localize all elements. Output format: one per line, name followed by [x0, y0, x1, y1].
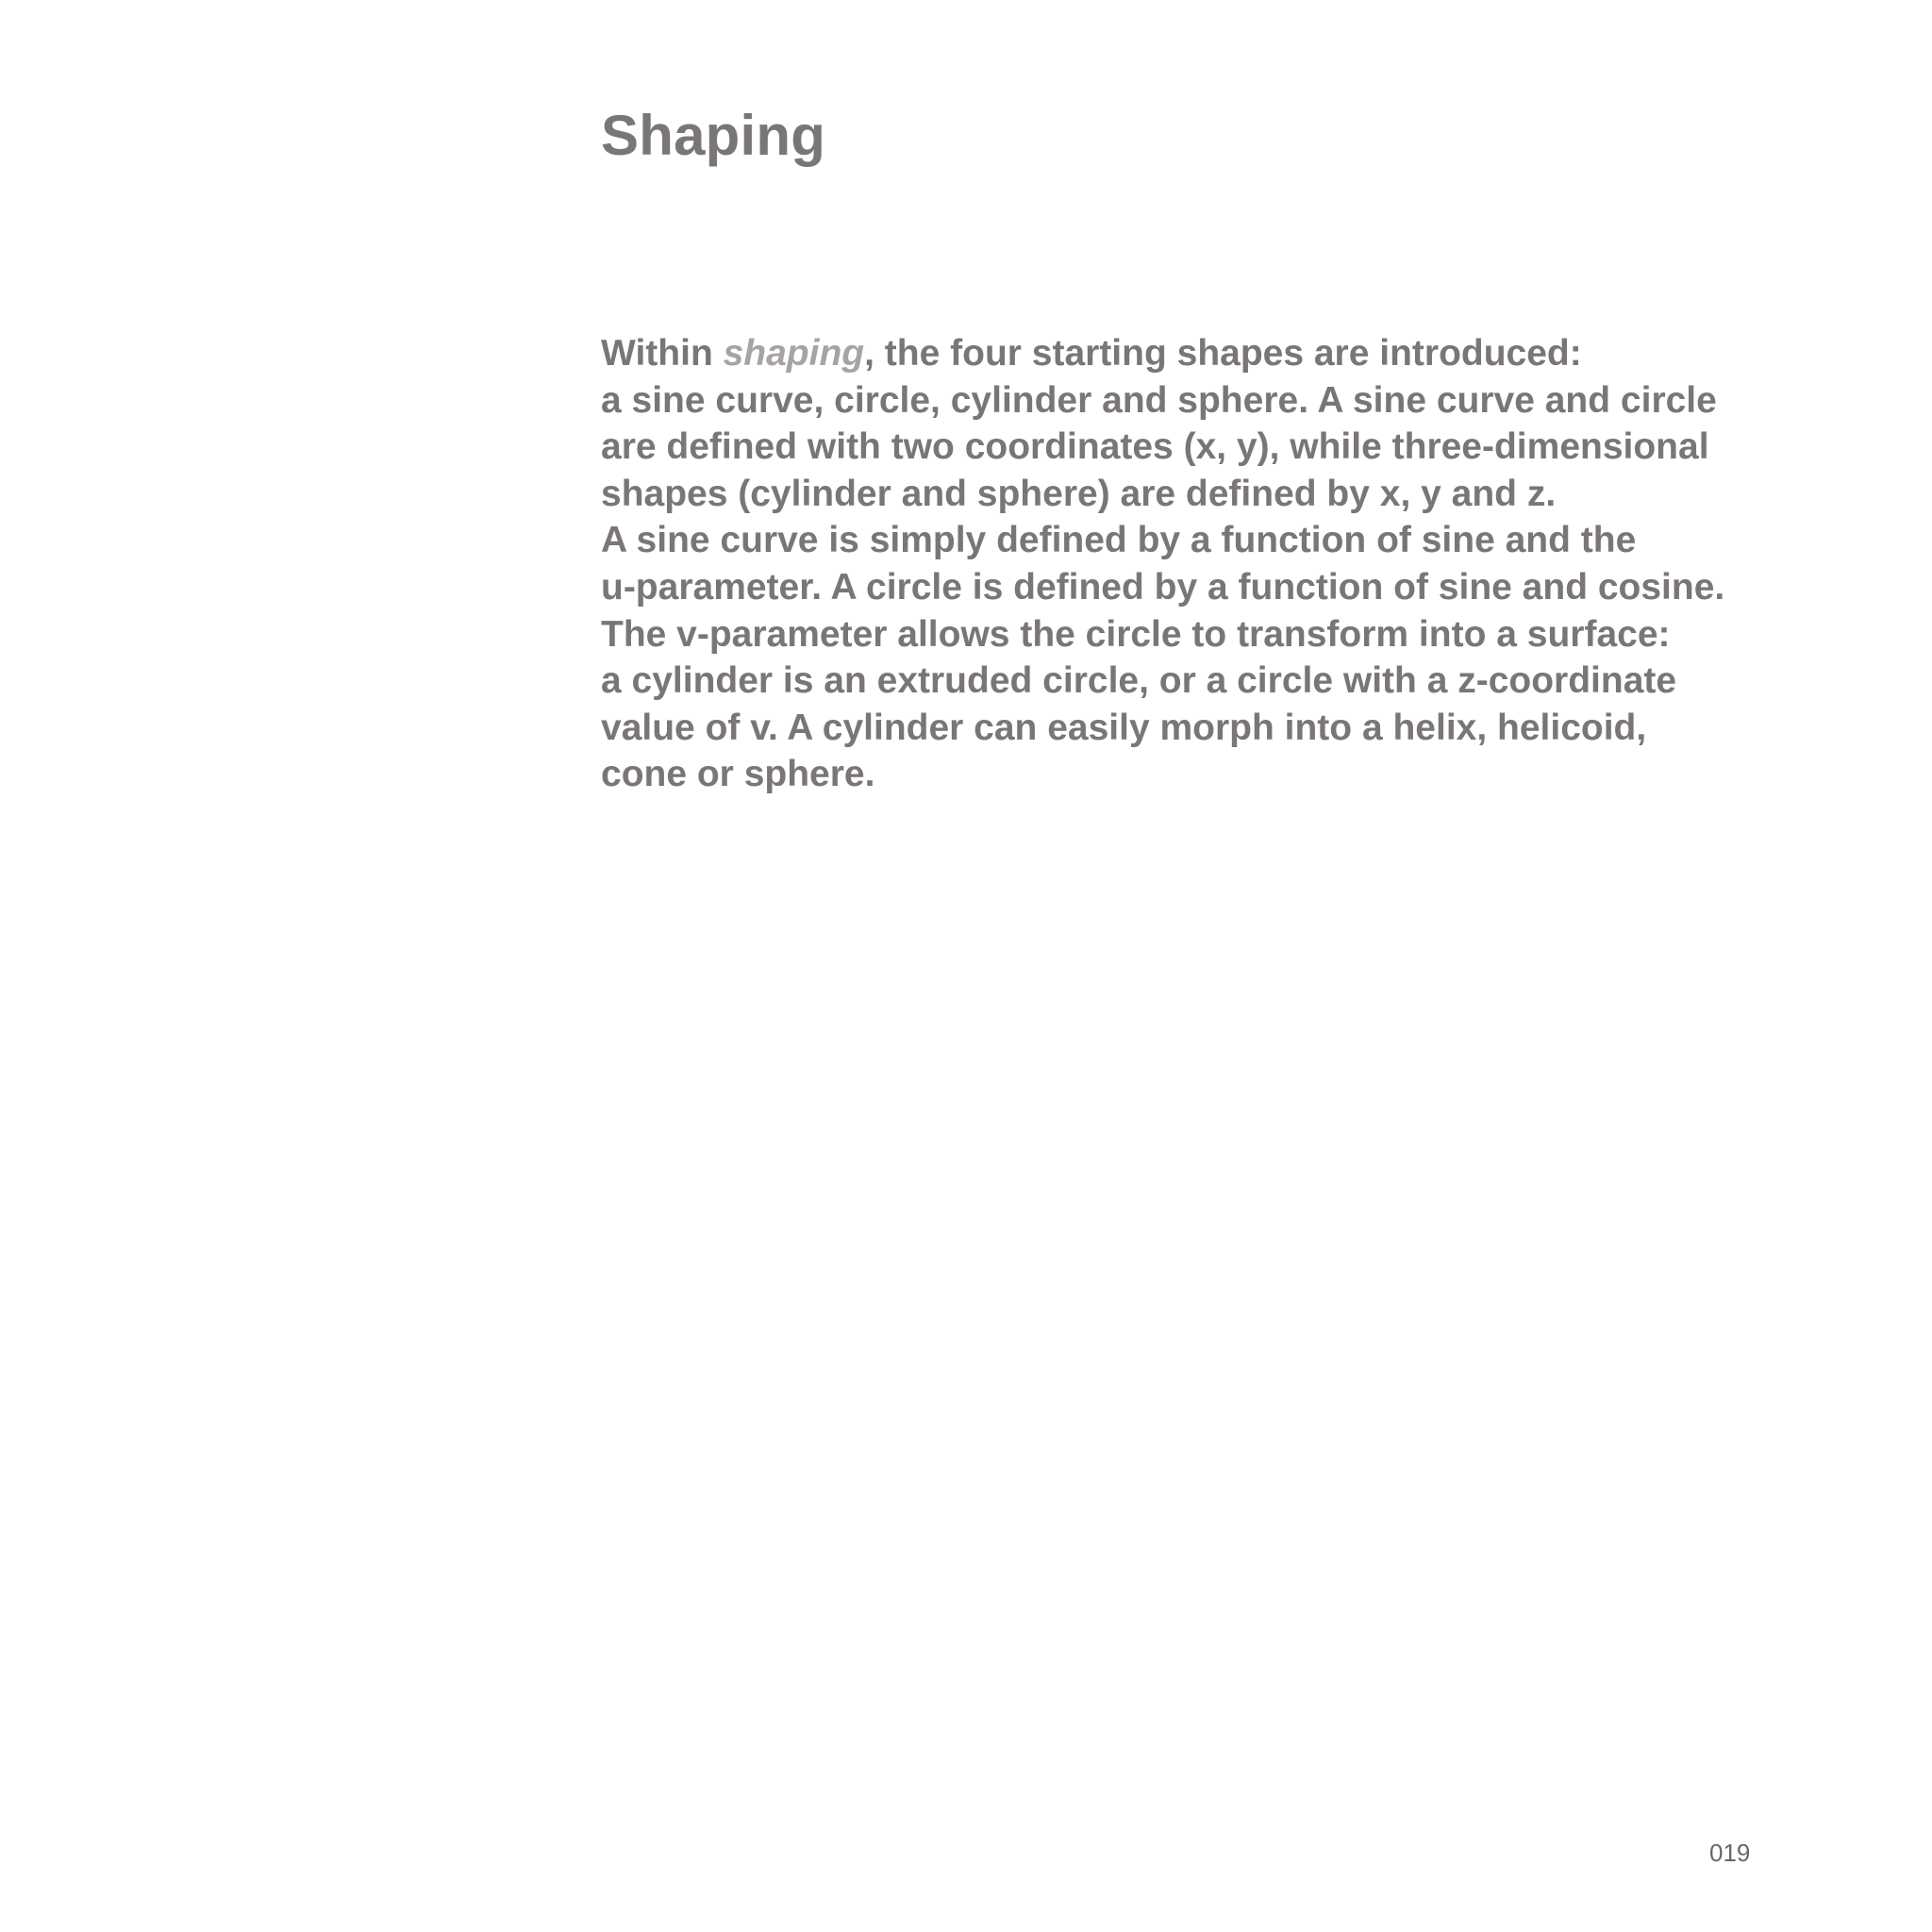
- paragraph-line: shapes (cylinder and sphere) are defined by x, y and z.: [601, 473, 1557, 514]
- paragraph-line: The v-parameter allows the circle to transform into a surface:: [601, 613, 1671, 655]
- page-title: Shaping: [601, 104, 826, 167]
- intro-prefix: Within: [601, 333, 724, 374]
- paragraph-line: a cylinder is an extruded circle, or a circle with a z-coordinate: [601, 660, 1677, 702]
- paragraph-line: are defined with two coordinates (x, y), while three-dimensional: [601, 426, 1709, 468]
- paragraph-line-intro: [601, 330, 1884, 377]
- page-number: 019: [1709, 1839, 1751, 1867]
- intro-suffix: , the four starting shapes are introduced:: [864, 333, 1582, 374]
- emphasized-term: shaping: [723, 333, 865, 374]
- paragraph-line: cone or sphere.: [601, 754, 875, 795]
- paragraph-line: A sine curve is simply defined by a function of sine and the: [601, 520, 1637, 561]
- paragraph-line: a sine curve, circle, cylinder and sphere. A sine curve and circle: [601, 379, 1717, 421]
- paragraph-line: u-parameter. A circle is defined by a function of sine and cosine.: [601, 566, 1725, 608]
- body-paragraph: [601, 330, 1884, 798]
- paragraph-line: value of v. A cylinder can easily morph into a helix, helicoid,: [601, 707, 1647, 748]
